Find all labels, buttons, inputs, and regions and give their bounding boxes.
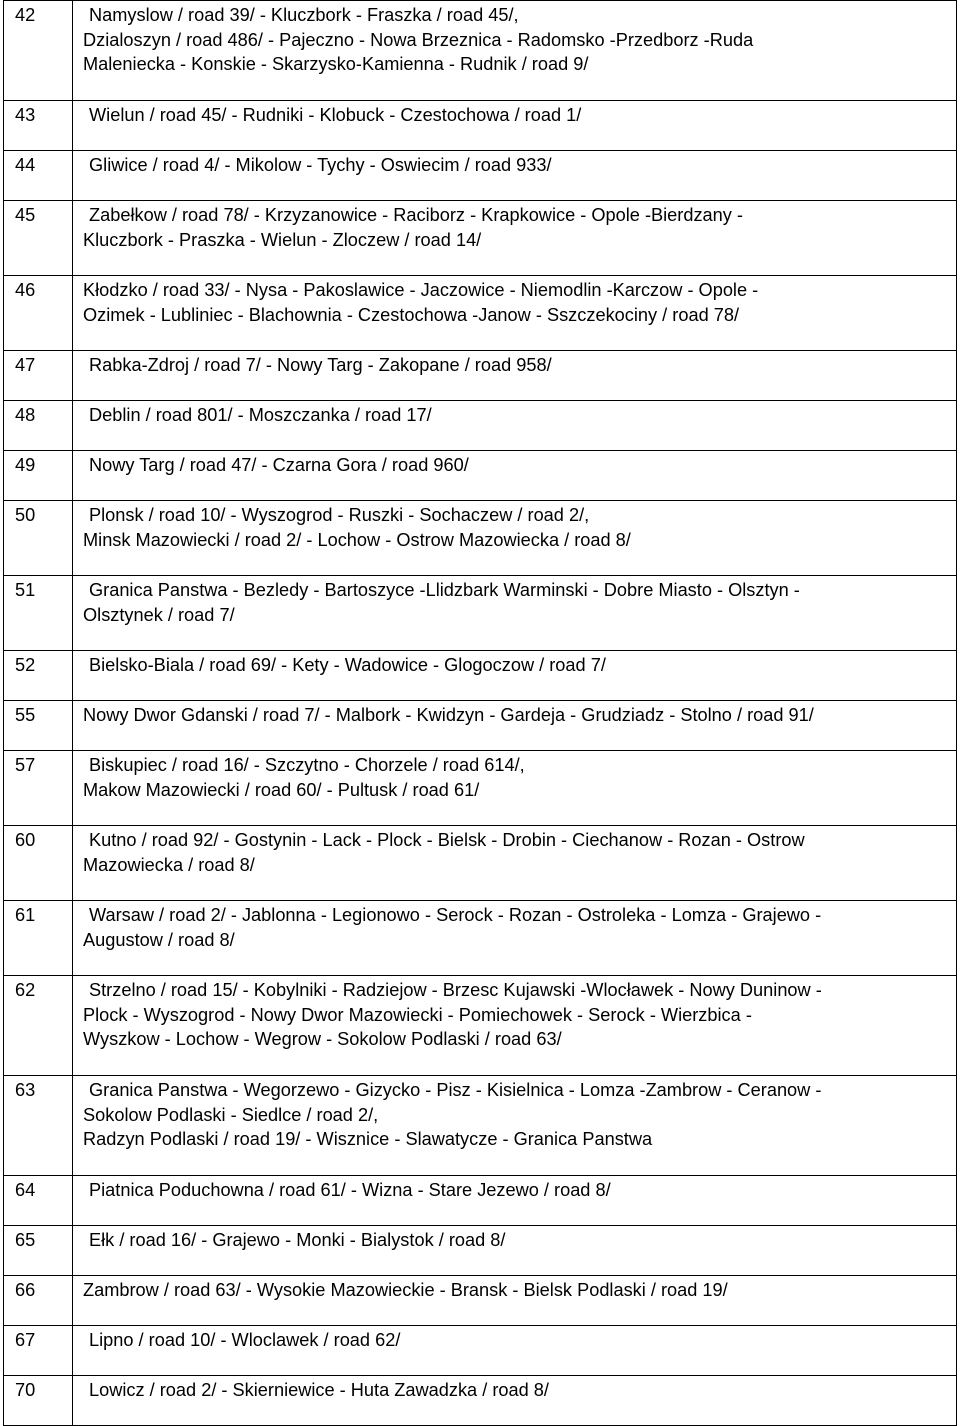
route-number: 62	[4, 976, 73, 1076]
route-number: 51	[4, 576, 73, 651]
route-description-line: Radzyn Podlaski / road 19/ - Wisznice - Slawatycze - Granica Panstwa	[83, 1129, 653, 1149]
route-number: 46	[4, 276, 73, 351]
route-description	[73, 1376, 957, 1426]
route-row	[4, 1226, 957, 1276]
route-number: 43	[4, 101, 73, 151]
route-description-line: Augustow / road 8/	[83, 929, 235, 950]
route-description	[73, 351, 957, 401]
route-description-line: Wyszkow - Lochow - Wegrow - Sokolow Podlaski / road 63/	[83, 1029, 562, 1049]
route-description	[73, 276, 957, 351]
route-description-line: Warsaw / road 2/ - Jablonna - Legionowo - Serock - Rozan - Ostroleka - Lomza - Grajewo -	[89, 905, 822, 925]
route-description-line: Makow Mazowiecki / road 60/ - Pultusk / road 61/	[83, 779, 480, 800]
route-number: 61	[4, 901, 73, 976]
route-row	[4, 1376, 957, 1426]
route-number: 42	[4, 1, 73, 101]
route-description-line: Ełk / road 16/ - Grajewo - Monki - Bialystok / road 8/	[89, 1230, 506, 1250]
route-description	[73, 451, 957, 501]
route-number: 48	[4, 401, 73, 451]
route-description-line: Gliwice / road 4/ - Mikolow - Tychy - Oswiecim / road 933/	[89, 155, 552, 175]
route-description	[73, 1326, 957, 1376]
route-number: 64	[4, 1176, 73, 1226]
route-number: 55	[4, 701, 73, 751]
route-row	[4, 351, 957, 401]
route-number: 57	[4, 751, 73, 826]
route-description-line: Minsk Mazowiecki / road 2/ - Lochow - Ostrow Mazowiecka / road 8/	[83, 529, 631, 550]
route-number: 52	[4, 651, 73, 701]
route-description-line: Biskupiec / road 16/ - Szczytno - Chorzele / road 614/,	[89, 755, 525, 775]
route-description-line: Granica Panstwa - Bezledy - Bartoszyce -Llidzbark Warminski - Dobre Miasto - Olsztyn -	[89, 580, 800, 600]
route-description-line: Lowicz / road 2/ - Skierniewice - Huta Zawadzka / road 8/	[89, 1380, 549, 1400]
route-description	[73, 101, 957, 151]
route-description-line: Plonsk / road 10/ - Wyszogrod - Ruszki - Sochaczew / road 2/,	[89, 505, 590, 525]
route-number: 70	[4, 1376, 73, 1426]
route-description	[73, 1226, 957, 1276]
route-number: 50	[4, 501, 73, 576]
route-number: 65	[4, 1226, 73, 1276]
route-description-line: Wielun / road 45/ - Rudniki - Klobuck - Czestochowa / road 1/	[89, 105, 582, 125]
route-description-line: Kutno / road 92/ - Gostynin - Lack - Plock - Bielsk - Drobin - Ciechanow - Rozan - Ostrow	[89, 830, 805, 850]
route-description-line: Namyslow / road 39/ - Kluczbork - Fraszka / road 45/,	[89, 5, 519, 25]
route-row	[4, 976, 957, 1076]
route-number: 45	[4, 201, 73, 276]
document-page	[3, 0, 957, 1426]
route-row	[4, 751, 957, 826]
route-description	[73, 901, 957, 976]
route-description-line: Zambrow / road 63/ - Wysokie Mazowieckie - Bransk - Bielsk Podlaski / road 19/	[83, 1280, 728, 1300]
route-number: 63	[4, 1076, 73, 1176]
route-row	[4, 1176, 957, 1226]
route-description-line: Zabełkow / road 78/ - Krzyzanowice - Raciborz - Krapkowice - Opole -Bierdzany -	[89, 205, 743, 225]
route-description	[73, 401, 957, 451]
route-row	[4, 701, 957, 751]
route-description	[73, 201, 957, 276]
route-number: 66	[4, 1276, 73, 1326]
route-number: 49	[4, 451, 73, 501]
route-row	[4, 651, 957, 701]
route-description-line: Bielsko-Biala / road 69/ - Kety - Wadowice - Glogoczow / road 7/	[89, 655, 606, 675]
route-description	[73, 501, 957, 576]
route-description-line: Olsztynek / road 7/	[83, 604, 235, 625]
route-row	[4, 501, 957, 576]
route-row	[4, 451, 957, 501]
route-number: 47	[4, 351, 73, 401]
route-description	[73, 151, 957, 201]
route-description	[73, 701, 957, 751]
route-description	[73, 1, 957, 101]
route-description	[73, 976, 957, 1076]
route-description	[73, 751, 957, 826]
route-description	[73, 1276, 957, 1326]
route-description-line: Nowy Dwor Gdanski / road 7/ - Malbork - Kwidzyn - Gardeja - Grudziadz - Stolno / road 91/	[83, 705, 814, 725]
route-description	[73, 1176, 957, 1226]
route-row	[4, 401, 957, 451]
route-description-line: Piatnica Poduchowna / road 61/ - Wizna - Stare Jezewo / road 8/	[89, 1180, 611, 1200]
route-description-line: Kłodzko / road 33/ - Nysa - Pakoslawice - Jaczowice - Niemodlin -Karczow - Opole -	[83, 280, 759, 300]
route-row	[4, 1076, 957, 1176]
route-description	[73, 1076, 957, 1176]
route-description-line: Dzialoszyn / road 486/ - Pajeczno - Nowa Brzeznica - Radomsko -Przedborz -Ruda	[83, 29, 754, 50]
route-description-line: Strzelno / road 15/ - Kobylniki - Radziejow - Brzesc Kujawski -Wlocławek - Nowy Duninow -	[89, 980, 822, 1000]
route-description-line: Lipno / road 10/ - Wloclawek / road 62/	[89, 1330, 401, 1350]
route-row	[4, 826, 957, 901]
route-description-line: Mazowiecka / road 8/	[83, 854, 255, 875]
route-row	[4, 1, 957, 101]
route-number: 60	[4, 826, 73, 901]
route-row	[4, 101, 957, 151]
route-description	[73, 651, 957, 701]
route-row	[4, 1326, 957, 1376]
route-number: 44	[4, 151, 73, 201]
routes-table	[3, 0, 957, 1426]
route-number: 67	[4, 1326, 73, 1376]
route-description	[73, 826, 957, 901]
route-row	[4, 151, 957, 201]
route-description-line: Ozimek - Lubliniec - Blachownia - Czestochowa -Janow - Sszczekociny / road 78/	[83, 304, 740, 325]
routes-table-body	[4, 1, 957, 1426]
route-description-line: Rabka-Zdroj / road 7/ - Nowy Targ - Zakopane / road 958/	[89, 355, 552, 375]
route-row	[4, 1276, 957, 1326]
route-row	[4, 201, 957, 276]
route-row	[4, 576, 957, 651]
route-description-line: Deblin / road 801/ - Moszczanka / road 17/	[89, 405, 432, 425]
route-description	[73, 576, 957, 651]
route-description-line: Sokolow Podlaski - Siedlce / road 2/,	[83, 1104, 379, 1125]
route-description-line: Nowy Targ / road 47/ - Czarna Gora / road 960/	[89, 455, 469, 475]
route-row	[4, 901, 957, 976]
route-description-line: Plock - Wyszogrod - Nowy Dwor Mazowiecki - Pomiechowek - Serock - Wierzbica -	[83, 1004, 752, 1025]
route-row	[4, 276, 957, 351]
route-description-line: Maleniecka - Konskie - Skarzysko-Kamienna - Rudnik / road 9/	[83, 54, 589, 74]
route-description-line: Kluczbork - Praszka - Wielun - Zloczew / road 14/	[83, 229, 482, 250]
route-description-line: Granica Panstwa - Wegorzewo - Gizycko - Pisz - Kisielnica - Lomza -Zambrow - Ceranow -	[89, 1080, 822, 1100]
